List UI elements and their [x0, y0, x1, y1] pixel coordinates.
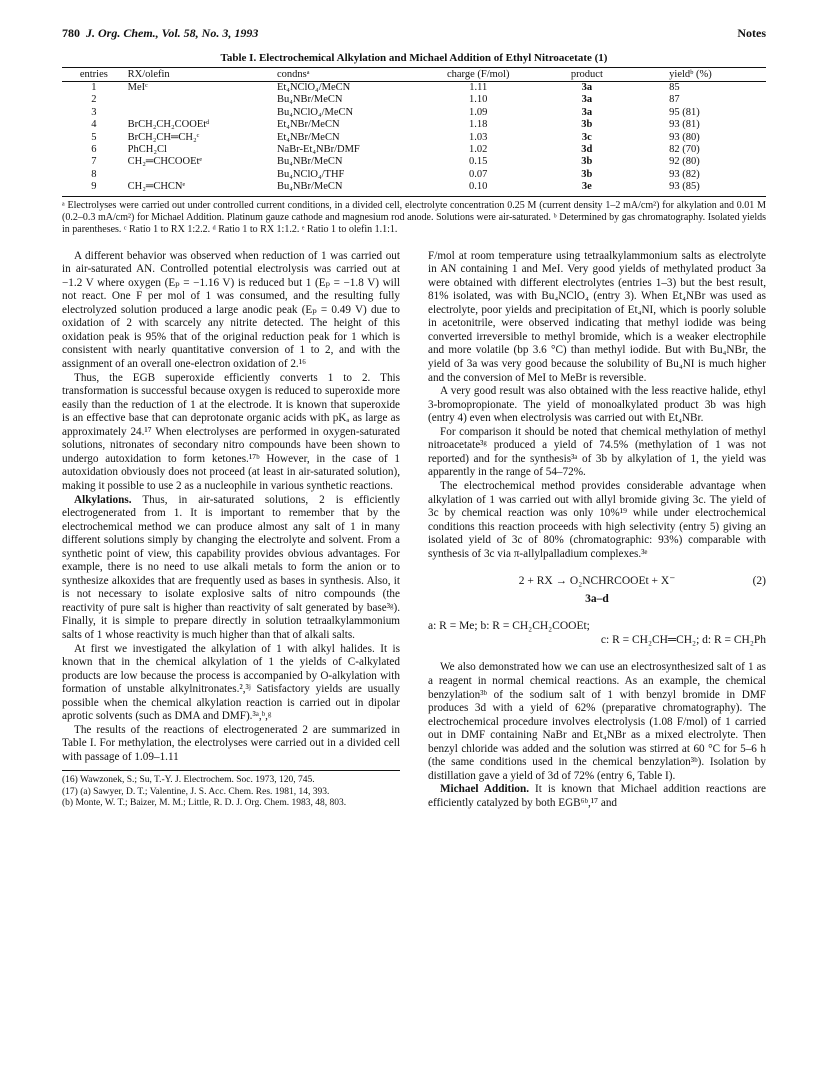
paragraph: Thus, the EGB superoxide efficiently converts 1 to 2. This transformation is successful because oxygen is reduced to superoxide more easily than the reduction of 1 at the electrode. It is known that superoxide is an effective base that can deprotonate organic acids with pKₐ as large as approximately 24.¹⁷ When electrolyses are performed in oxygen-saturated solutions, nitronates of secondary nitro compounds have been shown to undergo autoxidation to form ketones.¹⁷ᵇ However, in the case of 1 autoxidation obviously does not proceed (at least in air-saturated solution), making it possible to use 2 as a nucleophile in various synthetic reactions. [62, 371, 400, 492]
cell-rx [126, 169, 275, 181]
table-row [62, 156, 766, 168]
cell-yield: 82 (70) [669, 144, 700, 156]
left-column [62, 250, 400, 811]
paragraph: F/mol at room temperature using tetraalkylammonium salts as electrolyte in AN containing 1 and MeI. Very good yields of methylated product 3a were obtained with different electrolytes (entries 1–3) but the best result, 81% isolated, was with Bu₄NClO₄ (entry 3). When Et₄NBr was used as electrolyte, poor yields and precipitation of Et₄NI, which is poorly soluble in acetonitrile, were observed indicating that methyl iodide was being converted irreversible to methyl bromide, which is a weaker electrophile and more volatile (bp 3.6 °C) than methyl iodide. But with Bu₄NBr, the yield of 3a was very good because the solubility of Bu₄NI is much higher and the conversion of MeI to MeBr is reversible. [428, 249, 766, 384]
cell-rx: CH₂═CHCNᵉ [126, 181, 275, 196]
cell-charge: 0.15 [469, 156, 488, 168]
cell-condns: Bu₄NClO₄/MeCN [276, 106, 354, 118]
paragraph: We also demonstrated how we can use an electrosynthesized salt of 1 as a reagent in normal chemical reactions. As an example, the chemical benzylation³ᵇ of the sodium salt of 1 with benzyl bromide in DMF produces 3d with a yield of 62% (preparative chromatography). The electrochemical procedure involves electrolysis (1.08 F/mol) of 1 carried out in DMF containing NaBr and Et₄NBr as a mixed electrolyte. Then benzyl chloride was added and the solution was stirred at 60 °C for 5–6 h (the same conditions used in the chemical benzylation³ᵇ). Isolation by distillation gave a yield of 3d of 72% (entry 6, Table I). [428, 661, 766, 782]
paragraph [62, 494, 400, 643]
cell-yield: 92 (80) [669, 156, 700, 168]
results-table [62, 67, 766, 197]
equation-2 [428, 575, 766, 589]
cell-condns: NaBr-Et₄NBr/DMF [276, 144, 360, 156]
cell-product: 3b [581, 156, 593, 168]
cell-yield: 93 (81) [669, 119, 700, 131]
section-label: Notes [737, 26, 766, 40]
paragraph: At first we investigated the alkylation of 1 with alkyl halides. It is known that in the chemical alkylation of 1 the yields of C-alkylated products are low because the process is accompanied by O-alkylation with formation of unstable alkylnitronates.²,³ʲ Satisfactory yields are usually possible when the chemical alkylation reaction is carried out in dipolar aprotic solvents (such as DMA and DMF).³ᵃ,ᵇ,ᵍ [62, 642, 400, 723]
paragraph: The electrochemical method provides considerable advantage when alkylation of 1 was carried out with allyl bromide giving 3c. The yield of 3c by chemical reaction was only 10%¹⁹ while under electrochemical conditions this reaction proceeds with high selectivity (entry 5) giving an isolated yield of 3c of 80% (chromatographic: 93%) comparable with synthesis of 3c via π-allylpalladium complexes.³ᵉ [428, 479, 766, 560]
cell-charge: 0.07 [469, 168, 488, 180]
cell-entry: 9 [62, 181, 126, 196]
section-heading-alkylations: Alkylations. [74, 493, 132, 506]
cell-rx: MeIᶜ [127, 82, 148, 93]
paragraph: For comparison it should be noted that chemical methylation of methyl nitroacetate³ᵍ produced a yield of 74.5% (methylation of 1 was not reported) and for the synthesis³ᵃ of 3b by alkylation of 1, the yield was apparently in the range of 54–72%. [428, 425, 766, 479]
header-entries: entries [62, 68, 126, 82]
header-yield: yieldᵇ (%) [641, 68, 766, 82]
cell-yield: 95 (81) [669, 106, 700, 118]
section-heading-michael-addition: Michael Addition. [440, 783, 529, 796]
paragraph-text: It is known that Michael addition reactions are efficiently catalyzed by both EGB⁶ᵇ,¹⁷ and [428, 783, 766, 809]
table-row [62, 144, 766, 156]
cell-condns: Bu₄NClO₄/THF [276, 168, 345, 180]
cell-condns: Et₄NClO₄/MeCN [276, 82, 351, 93]
cell-charge: 1.18 [469, 119, 488, 131]
table-row [62, 94, 766, 106]
cell-entry: 1 [91, 82, 97, 93]
cell-charge: 1.10 [469, 94, 488, 106]
cell-charge: 1.02 [469, 144, 488, 156]
table-row [62, 132, 766, 144]
cell-product: 3a [581, 106, 593, 118]
cell-condns: Bu₄NBr/MeCN [275, 181, 424, 196]
substituent-legend-line-2: c: R = CH₂CH═CH₂; d: R = CH₂Ph [600, 633, 766, 646]
cell-yield: 87 [669, 94, 680, 106]
table-row [62, 169, 766, 181]
cell-product: 3b [581, 168, 593, 180]
cell-product: 3b [581, 119, 593, 131]
column-footnotes [62, 770, 400, 810]
journal-citation: J. Org. Chem., Vol. 58, No. 3, 1993 [86, 26, 259, 40]
table-header-row [62, 68, 766, 82]
cell-charge: 1.03 [469, 131, 488, 143]
table-footnotes: ᵃ Electrolyses were carried out under controlled current conditions, in a divided cell, electrolyte concentration 0.25 M (current density 1–2 mA/cm²) for alkylation and 0.01 M (0.2–0.3 mA/cm²) for Michael Addition. Platinum gauze cathode and magnesium rod anode. Solutions were air-saturated. ᵇ Determined by gas chromatography. Isolated yields in parentheses. ᶜ Ratio 1 to RX 1:2.2. ᵈ Ratio 1 to RX 1:1.2. ᵉ Ratio 1 to olefin 1.1:1. [62, 199, 766, 235]
table-row [62, 181, 766, 196]
substituent-legend-line-1: a: R = Me; b: R = CH₂CH₂COOEt; [428, 620, 590, 633]
cell-entry: 6 [91, 144, 97, 156]
journal-page [62, 26, 766, 810]
cell-product: 3c [581, 131, 592, 143]
cell-condns: Bu₄NBr/MeCN [276, 156, 343, 168]
cell-condns: Bu₄NBr/MeCN [276, 94, 343, 106]
cell-condns: Et₄NBr/MeCN [276, 131, 340, 143]
cell-entry: 5 [91, 131, 97, 143]
header-charge: charge (F/mol) [424, 68, 533, 82]
cell-product: 3a [581, 82, 593, 93]
header-condns: condnsᵃ [275, 68, 424, 82]
cell-entry: 2 [91, 94, 97, 106]
cell-yield: 85 [669, 82, 680, 93]
cell-yield: 93 (80) [669, 131, 700, 143]
cell-rx [126, 107, 275, 119]
right-column [428, 250, 766, 811]
cell-entry: 8 [91, 168, 97, 180]
paragraph: A different behavior was observed when reduction of 1 was carried out in air-saturated AN. Controlled potential electrolysis was carried out at −1.2 V where oxygen (Eₚ = −1.16 V) is reduced but 1 (Eₚ = −1.8 V) will not react. One F per mol of 1 was consumed, and the resulting fully electrolyzed solution produced a large anodic peak (Eₚ = 0.49 V) due to oxidation of 2 with scarcely any nitrite detected. The height of this oxidation peak is 95% that of the original reduction peak for 1 which is consistent with nearly quantitative conversion of 1 to 2, and with the assignment of an overall one-electron oxidation of 2.¹⁶ [62, 249, 400, 371]
footnote-17b: (b) Monte, W. T.; Baizer, M. M.; Little, R. D. J. Org. Chem. 1983, 48, 803. [62, 798, 347, 809]
cell-rx: PhCH₂Cl [127, 144, 167, 156]
table-caption: Table I. Electrochemical Alkylation and Michael Addition of Ethyl Nitroacetate (1) [220, 52, 608, 64]
table-row [62, 107, 766, 119]
cell-yield: 93 (82) [669, 168, 700, 180]
cell-product: 3d [581, 144, 593, 156]
paragraph: The results of the reactions of electrogenerated 2 are summarized in Table I. For methylation, the electrolyses were carried out in a divided cell with passage of 1.09–1.11 [62, 723, 400, 763]
header-product: product [533, 68, 642, 82]
paragraph: A very good result was also obtained with the less reactive halide, ethyl 3-bromopropionate. The yield of monoalkylated product 3b was high (entry 4) even when electrolysis was carried out with Et₄NBr. [428, 385, 766, 425]
equation-product-label: 3a–d [585, 592, 609, 605]
table-row [62, 82, 766, 95]
equation-text: 2 + RX → O₂NCHRCOOEt + X⁻ [518, 575, 676, 588]
body-columns [62, 250, 766, 811]
page-number: 780 [62, 26, 80, 40]
cell-charge: 1.11 [469, 82, 488, 93]
table-row [62, 119, 766, 131]
cell-rx [126, 94, 275, 106]
cell-charge: 1.09 [469, 106, 488, 118]
cell-rx: BrCH₂CH₂COOEtᵈ [127, 119, 210, 131]
header-rx-olefin: RX/olefin [126, 68, 275, 82]
cell-entry: 3 [91, 106, 97, 118]
cell-charge: 0.10 [424, 181, 533, 196]
cell-product: 3a [581, 94, 593, 106]
equation-number: (2) [752, 575, 766, 588]
cell-entry: 4 [91, 119, 97, 131]
paragraph [428, 783, 766, 810]
running-head [62, 26, 766, 42]
footnote-17a: (17) (a) Sawyer, D. T.; Valentine, J. S. Acc. Chem. Res. 1981, 14, 393. [62, 786, 330, 797]
cell-rx: CH₂═CHCOOEtᵉ [127, 156, 203, 168]
cell-rx: BrCH₂CH═CH₂ᶜ [127, 131, 200, 143]
footnote-16: (16) Wawzonek, S.; Su, T.-Y. J. Electrochem. Soc. 1973, 120, 745. [62, 775, 315, 786]
cell-product: 3e [533, 181, 642, 196]
cell-yield: 93 (85) [641, 181, 766, 196]
paragraph-text: Thus, in air-saturated solutions, 2 is efficiently electrogenerated from 1. It is important to remember that by the electrochemical method we can produce almost any salt of 1 in many different solutions simply by changing the electrolyte and solvent. From a synthetic point of view, this capability provides obvious advantages. For example, there is no need to use alkali metals to form the anion or to synthesize alkoxides that are frequently used as bases in synthesis. Also, it is not necessary to isolate explosive salts of nitro compounds (the reactivity of pure salt is higher than reactivity of salt generated by base³ᵍ). Finally, it is simple to prepare directly in solution tetraalkylammonium salts of 1 whose reactivity is much higher than that of alkali salts. [62, 493, 400, 641]
cell-condns: Et₄NBr/MeCN [276, 119, 340, 131]
cell-entry: 7 [91, 156, 97, 168]
